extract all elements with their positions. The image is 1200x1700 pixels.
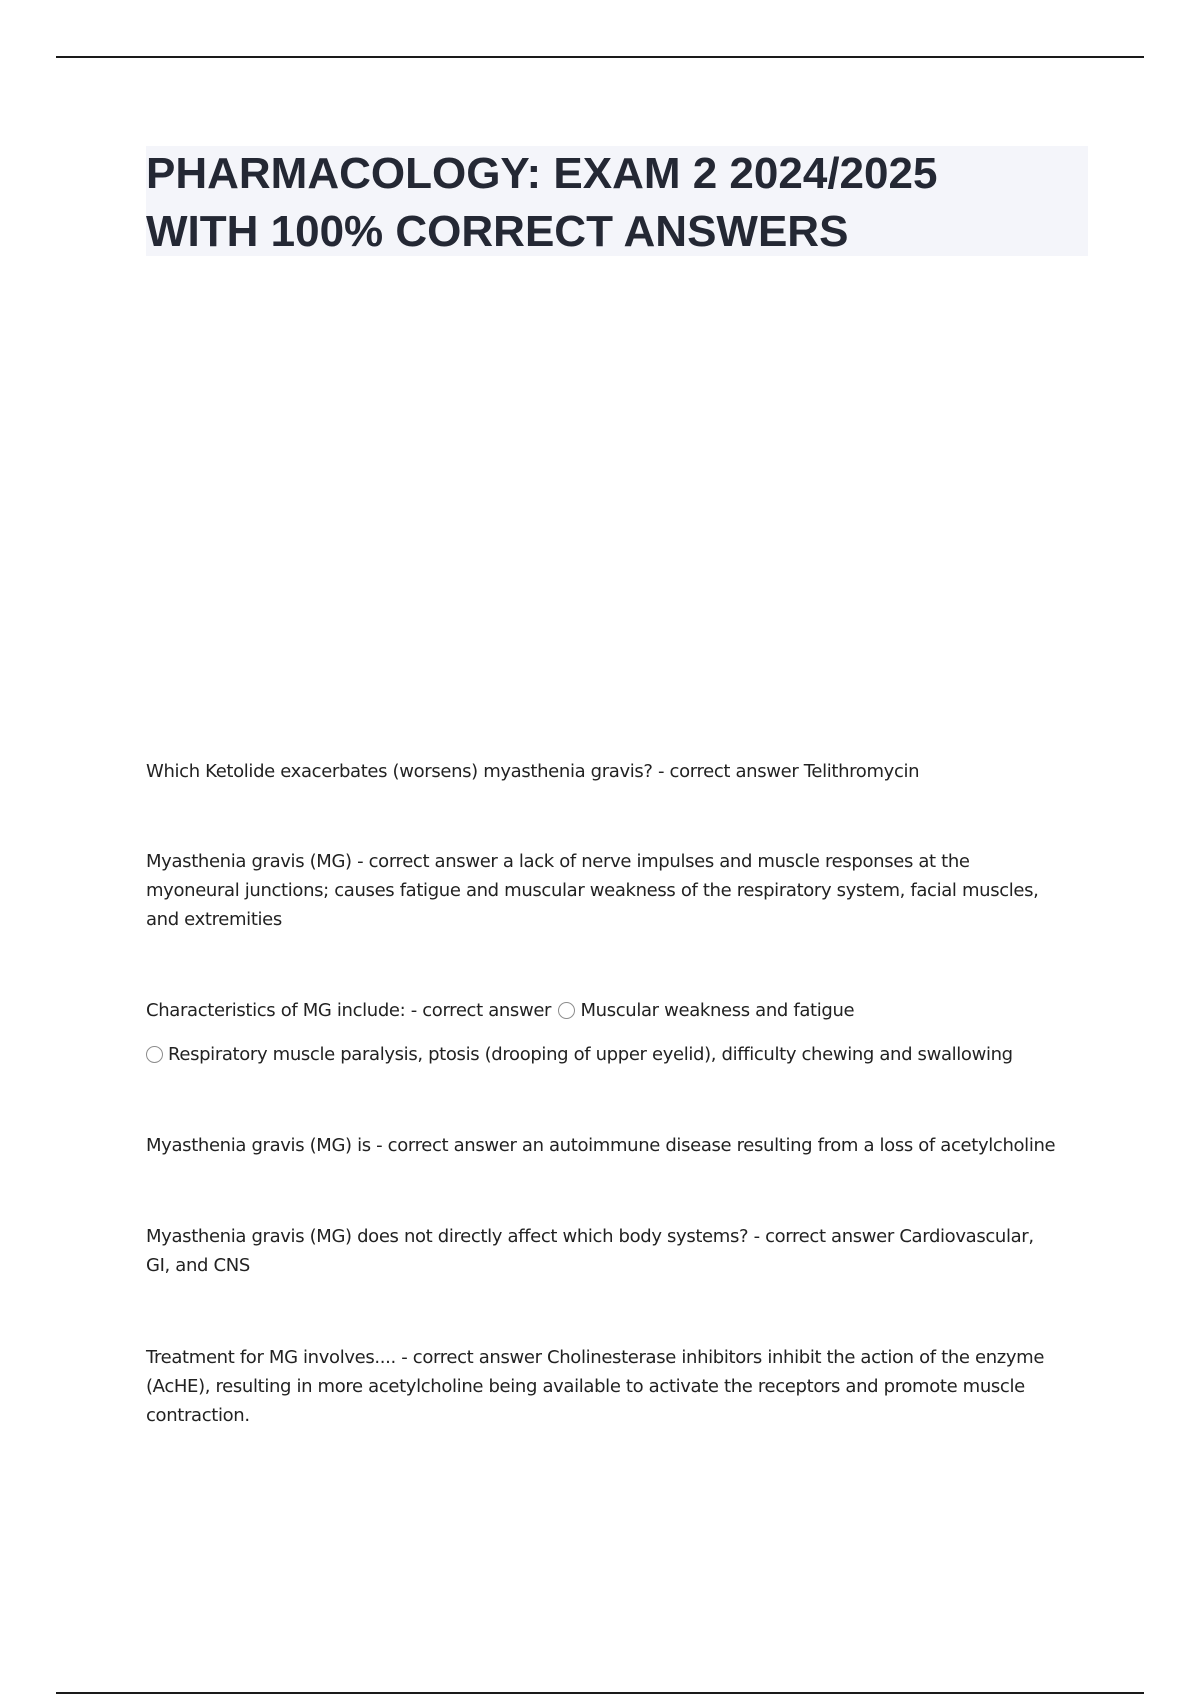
qa-text-line: myoneural junctions; causes fatigue and muscular weakness of the respiratory system, facial muscles, — [146, 880, 1039, 901]
qa-text-line: Treatment for MG involves.... - correct answer Cholinesterase inhibitors inhibit the action of the enzyme — [146, 1347, 1045, 1368]
qa-question-text: Characteristics of MG include: - correct answer — [146, 1000, 552, 1021]
document-title-line-2: WITH 100% CORRECT ANSWERS — [146, 207, 849, 256]
bullet-text: Respiratory muscle paralysis, ptosis (drooping of upper eyelid), difficulty chewing and swallowing — [168, 1044, 1013, 1065]
qa-text-line: contraction. — [146, 1405, 250, 1426]
bottom-rule — [56, 1692, 1144, 1694]
qa-item-mg-body-systems — [146, 1222, 1096, 1280]
qa-text-line: (AcHE), resulting in more acetylcholine being available to activate the receptors and promote muscle — [146, 1376, 1025, 1397]
qa-text-line: and extremities — [146, 909, 282, 930]
qa-item-mg-characteristics-bullet-2 — [146, 1040, 1013, 1069]
qa-item-mg-autoimmune — [146, 1131, 1096, 1160]
qa-item-ketolide — [146, 757, 1096, 786]
top-rule — [56, 56, 1144, 58]
title-block — [146, 146, 1088, 256]
qa-item-mg-characteristics — [146, 996, 854, 1025]
qa-text-line: Myasthenia gravis (MG) - correct answer a lack of nerve impulses and muscle responses at the — [146, 851, 970, 872]
qa-item-mg-definition — [146, 847, 1096, 934]
qa-text-line: Myasthenia gravis (MG) does not directly affect which body systems? - correct answer Cardiovascular, — [146, 1226, 1034, 1247]
circle-bullet-icon — [146, 1046, 163, 1063]
document-title-line-1: PHARMACOLOGY: EXAM 2 2024/2025 — [146, 149, 938, 198]
qa-text-line: GI, and CNS — [146, 1255, 250, 1276]
circle-bullet-icon — [558, 1002, 575, 1019]
qa-text-line: Myasthenia gravis (MG) is - correct answer an autoimmune disease resulting from a loss of acetylcholine — [146, 1135, 1056, 1156]
qa-item-mg-treatment — [146, 1343, 1096, 1430]
qa-text-line: Which Ketolide exacerbates (worsens) myasthenia gravis? - correct answer Telithromycin — [146, 761, 920, 782]
bullet-text: Muscular weakness and fatigue — [580, 1000, 855, 1021]
